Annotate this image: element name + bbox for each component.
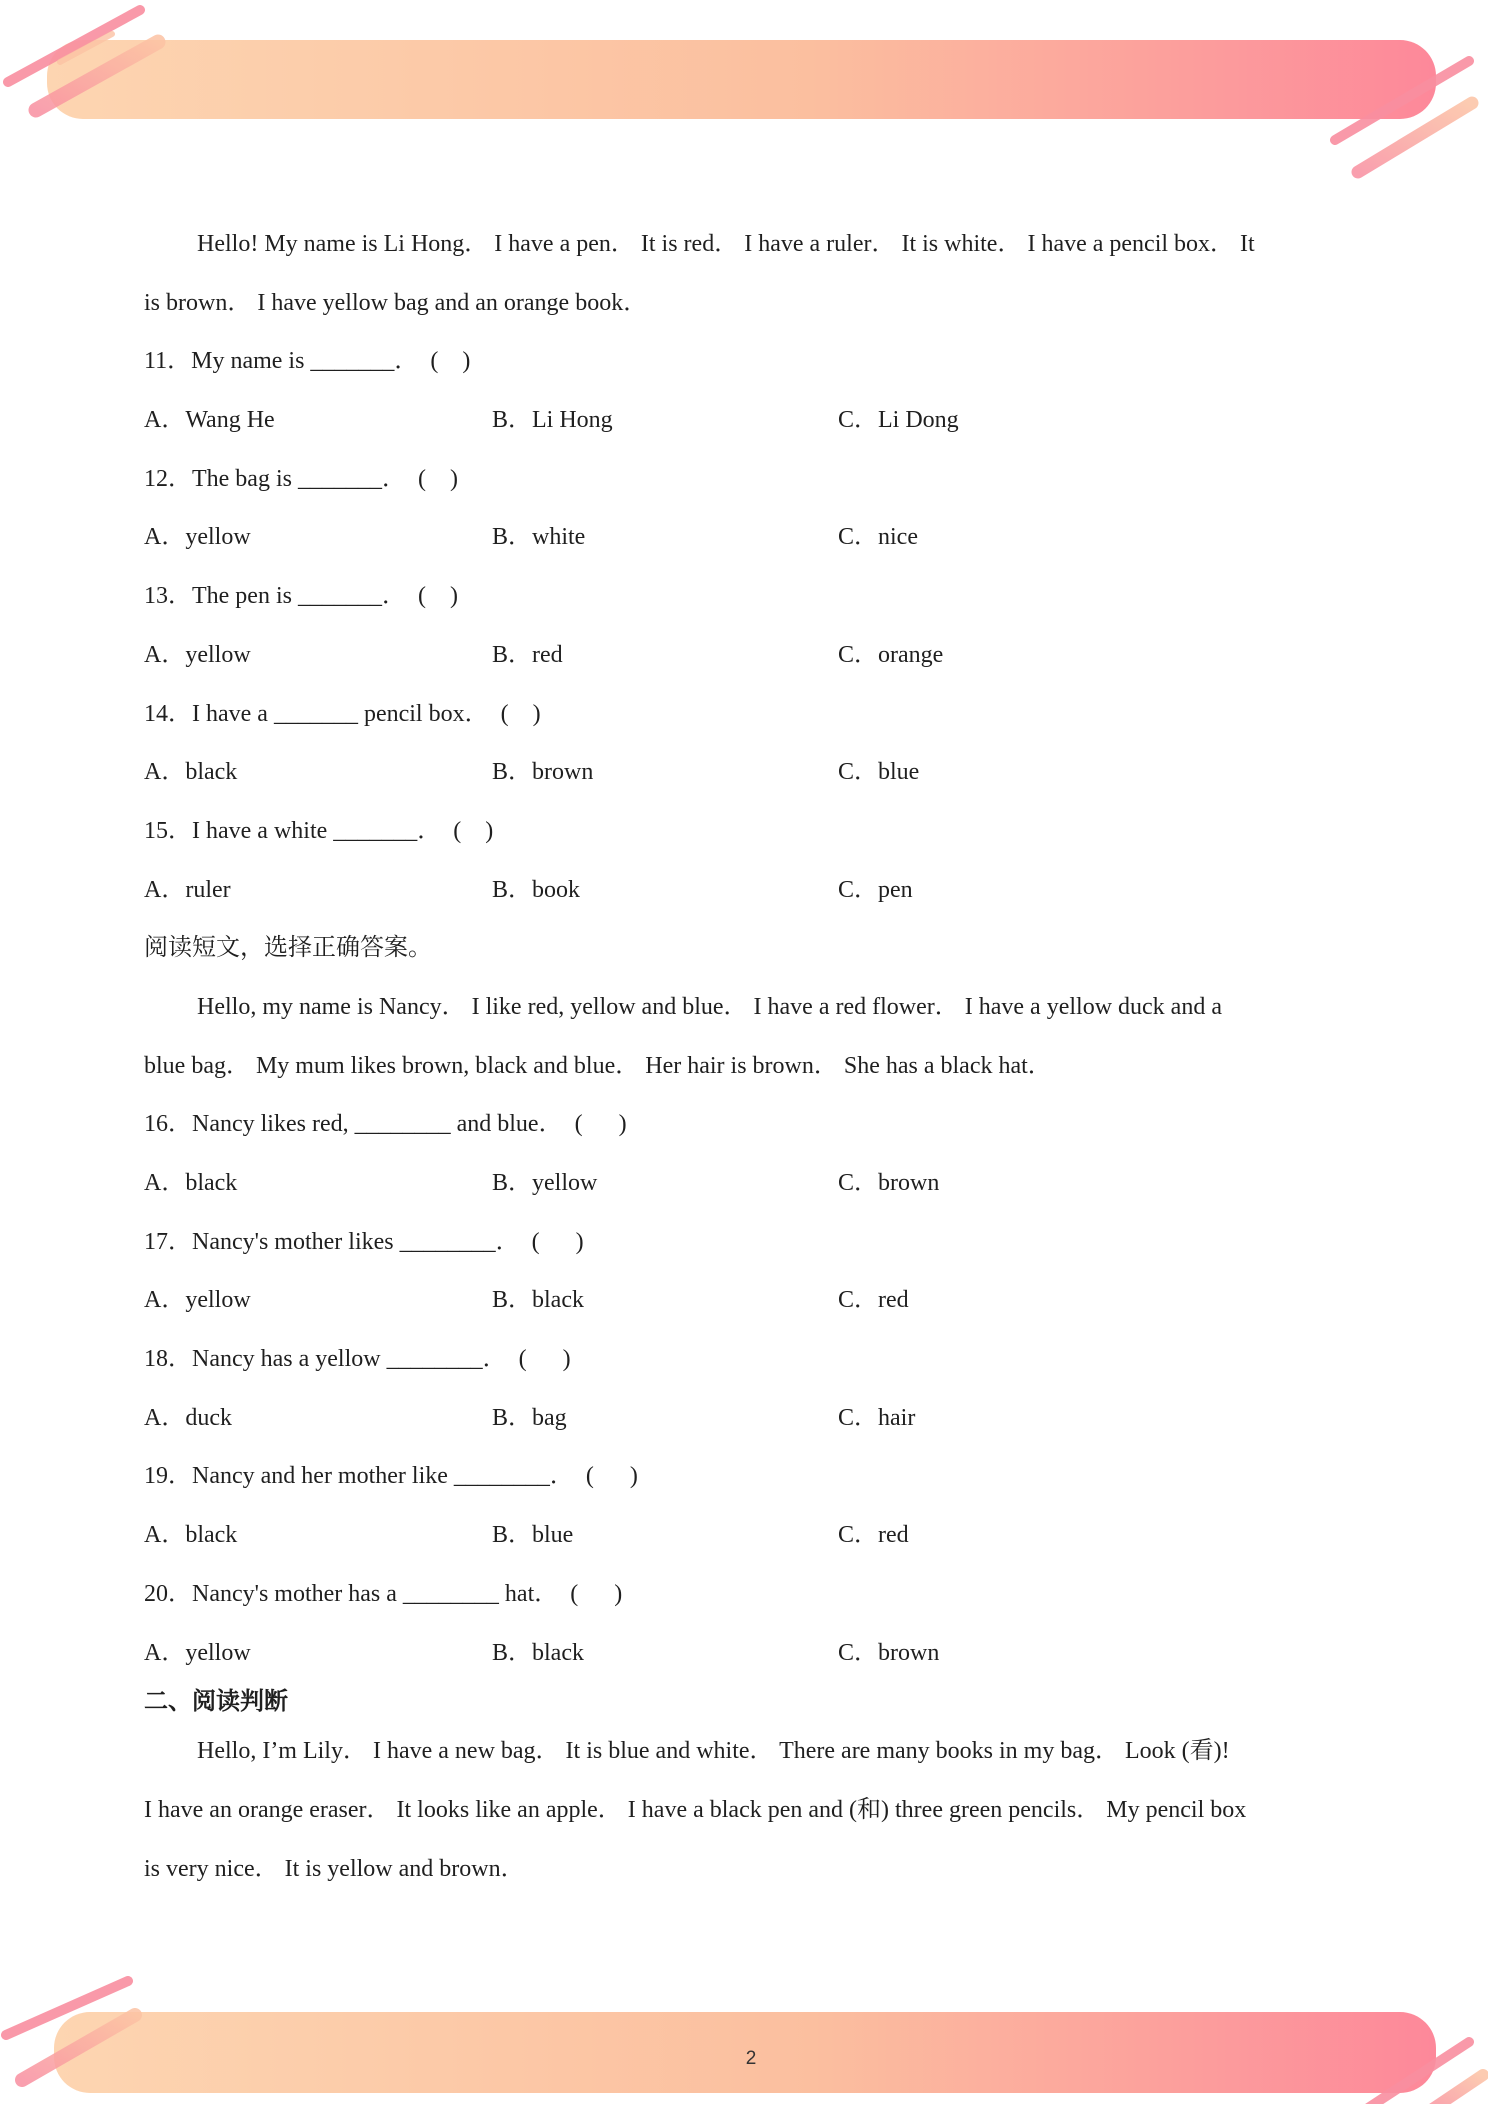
option-b: B．red (492, 641, 563, 668)
question-15 (0, 802, 1488, 861)
section-heading (0, 1682, 1488, 1722)
option-b: B．white (492, 524, 586, 551)
question-17-options (0, 1271, 1488, 1330)
question-stem: 17．Nancy's mother likes ________． ( ) (144, 1228, 584, 1255)
option-b: B．yellow (492, 1170, 598, 1196)
option-c: C．brown (838, 1170, 940, 1196)
option-c: C．brown (838, 1639, 940, 1666)
question-15-options (0, 861, 1488, 920)
page-number: 2 (745, 2048, 757, 2069)
option-c: C．red (838, 1287, 909, 1314)
question-18 (0, 1330, 1488, 1389)
passage-text: is brown． I have yellow bag and an orange book． (144, 289, 648, 316)
question-19-options (0, 1506, 1488, 1565)
option-b: B．black (492, 1639, 584, 1666)
passage-text: Hello! My name is Li Hong． I have a pen． It is red． I have a ruler． It is white． I have a pencil box． It (197, 231, 1255, 257)
option-a: A．black (144, 1170, 238, 1196)
question-13-options (0, 626, 1488, 685)
question-20 (0, 1565, 1488, 1624)
passage2-line-2 (0, 1037, 1488, 1096)
option-b: B．Li Hong (492, 407, 613, 434)
passage3-line-2 (0, 1781, 1488, 1840)
question-14-options (0, 743, 1488, 802)
passage2-line-1 (0, 978, 1488, 1037)
passage-text: blue bag． My mum likes brown, black and blue． Her hair is brown． She has a black hat． (144, 1052, 1052, 1079)
question-19 (0, 1447, 1488, 1506)
option-c: C．blue (838, 759, 920, 786)
question-11 (0, 332, 1488, 391)
question-14 (0, 685, 1488, 744)
option-b: B．bag (492, 1404, 567, 1431)
question-12-options (0, 508, 1488, 567)
question-16 (0, 1095, 1488, 1154)
option-a: A．Wang He (144, 407, 275, 434)
passage1-line-2 (0, 274, 1488, 333)
bottom-banner (6, 1981, 1483, 2104)
option-a: A．black (144, 1522, 238, 1549)
option-b: B．brown (492, 759, 594, 786)
option-a: A．yellow (144, 1287, 251, 1314)
question-stem: 20．Nancy's mother has a ________ hat． ( ) (144, 1580, 623, 1607)
option-a: A．yellow (144, 1639, 251, 1666)
option-a: A．yellow (144, 641, 251, 668)
option-a: A．yellow (144, 524, 251, 551)
question-stem: 14．I have a _______ pencil box． ( ) (144, 700, 541, 727)
passage3-line-1 (0, 1722, 1488, 1781)
question-stem: 19．Nancy and her mother like ________． ( ) (144, 1463, 638, 1490)
passage-text: Hello, I’m Lily． I have a new bag． It is blue and white． There are many books in my bag． Look (看)! (197, 1738, 1230, 1765)
question-stem: 13．The pen is _______． ( ) (144, 583, 458, 610)
section-instruction (0, 919, 1488, 978)
question-stem: 15．I have a white _______． ( ) (144, 817, 494, 844)
worksheet-content (0, 215, 1488, 1898)
question-12 (0, 450, 1488, 509)
option-c: C．nice (838, 524, 918, 551)
passage3-line-3 (0, 1840, 1488, 1899)
question-11-options (0, 391, 1488, 450)
instruction-text: 阅读短文，选择正确答案。 (144, 935, 432, 962)
question-16-options (0, 1154, 1488, 1213)
option-a: A．ruler (144, 876, 231, 903)
passage-text: Hello, my name is Nancy． I like red, yellow and blue． I have a red flower． I have a yellow duck and a (197, 993, 1222, 1020)
passage-text: is very nice． It is yellow and brown． (144, 1855, 525, 1882)
option-c: C．orange (838, 641, 944, 668)
question-20-options (0, 1624, 1488, 1683)
passage1-line-1 (0, 215, 1488, 274)
question-stem: 12．The bag is _______． ( ) (144, 465, 458, 492)
question-stem: 16．Nancy likes red, ________ and blue． ( ) (144, 1111, 627, 1138)
option-b: B．black (492, 1287, 584, 1314)
option-c: C．hair (838, 1404, 916, 1431)
option-c: C．pen (838, 876, 913, 903)
question-17 (0, 1213, 1488, 1272)
option-a: A．black (144, 759, 238, 786)
question-stem: 11．My name is _______． ( ) (144, 348, 471, 375)
section-heading-text: 二、阅读判断 (144, 1689, 288, 1716)
option-b: B．blue (492, 1522, 574, 1549)
option-c: C．Li Dong (838, 407, 959, 434)
question-18-options (0, 1389, 1488, 1448)
option-a: A．duck (144, 1404, 232, 1431)
option-b: B．book (492, 876, 581, 903)
passage-text: I have an orange eraser． It looks like an apple． I have a black pen and (和) three green pencils． My pencil box (144, 1796, 1247, 1823)
top-banner (8, 10, 1472, 172)
question-13 (0, 567, 1488, 626)
question-stem: 18．Nancy has a yellow ________． ( ) (144, 1346, 571, 1373)
option-c: C．red (838, 1522, 909, 1549)
